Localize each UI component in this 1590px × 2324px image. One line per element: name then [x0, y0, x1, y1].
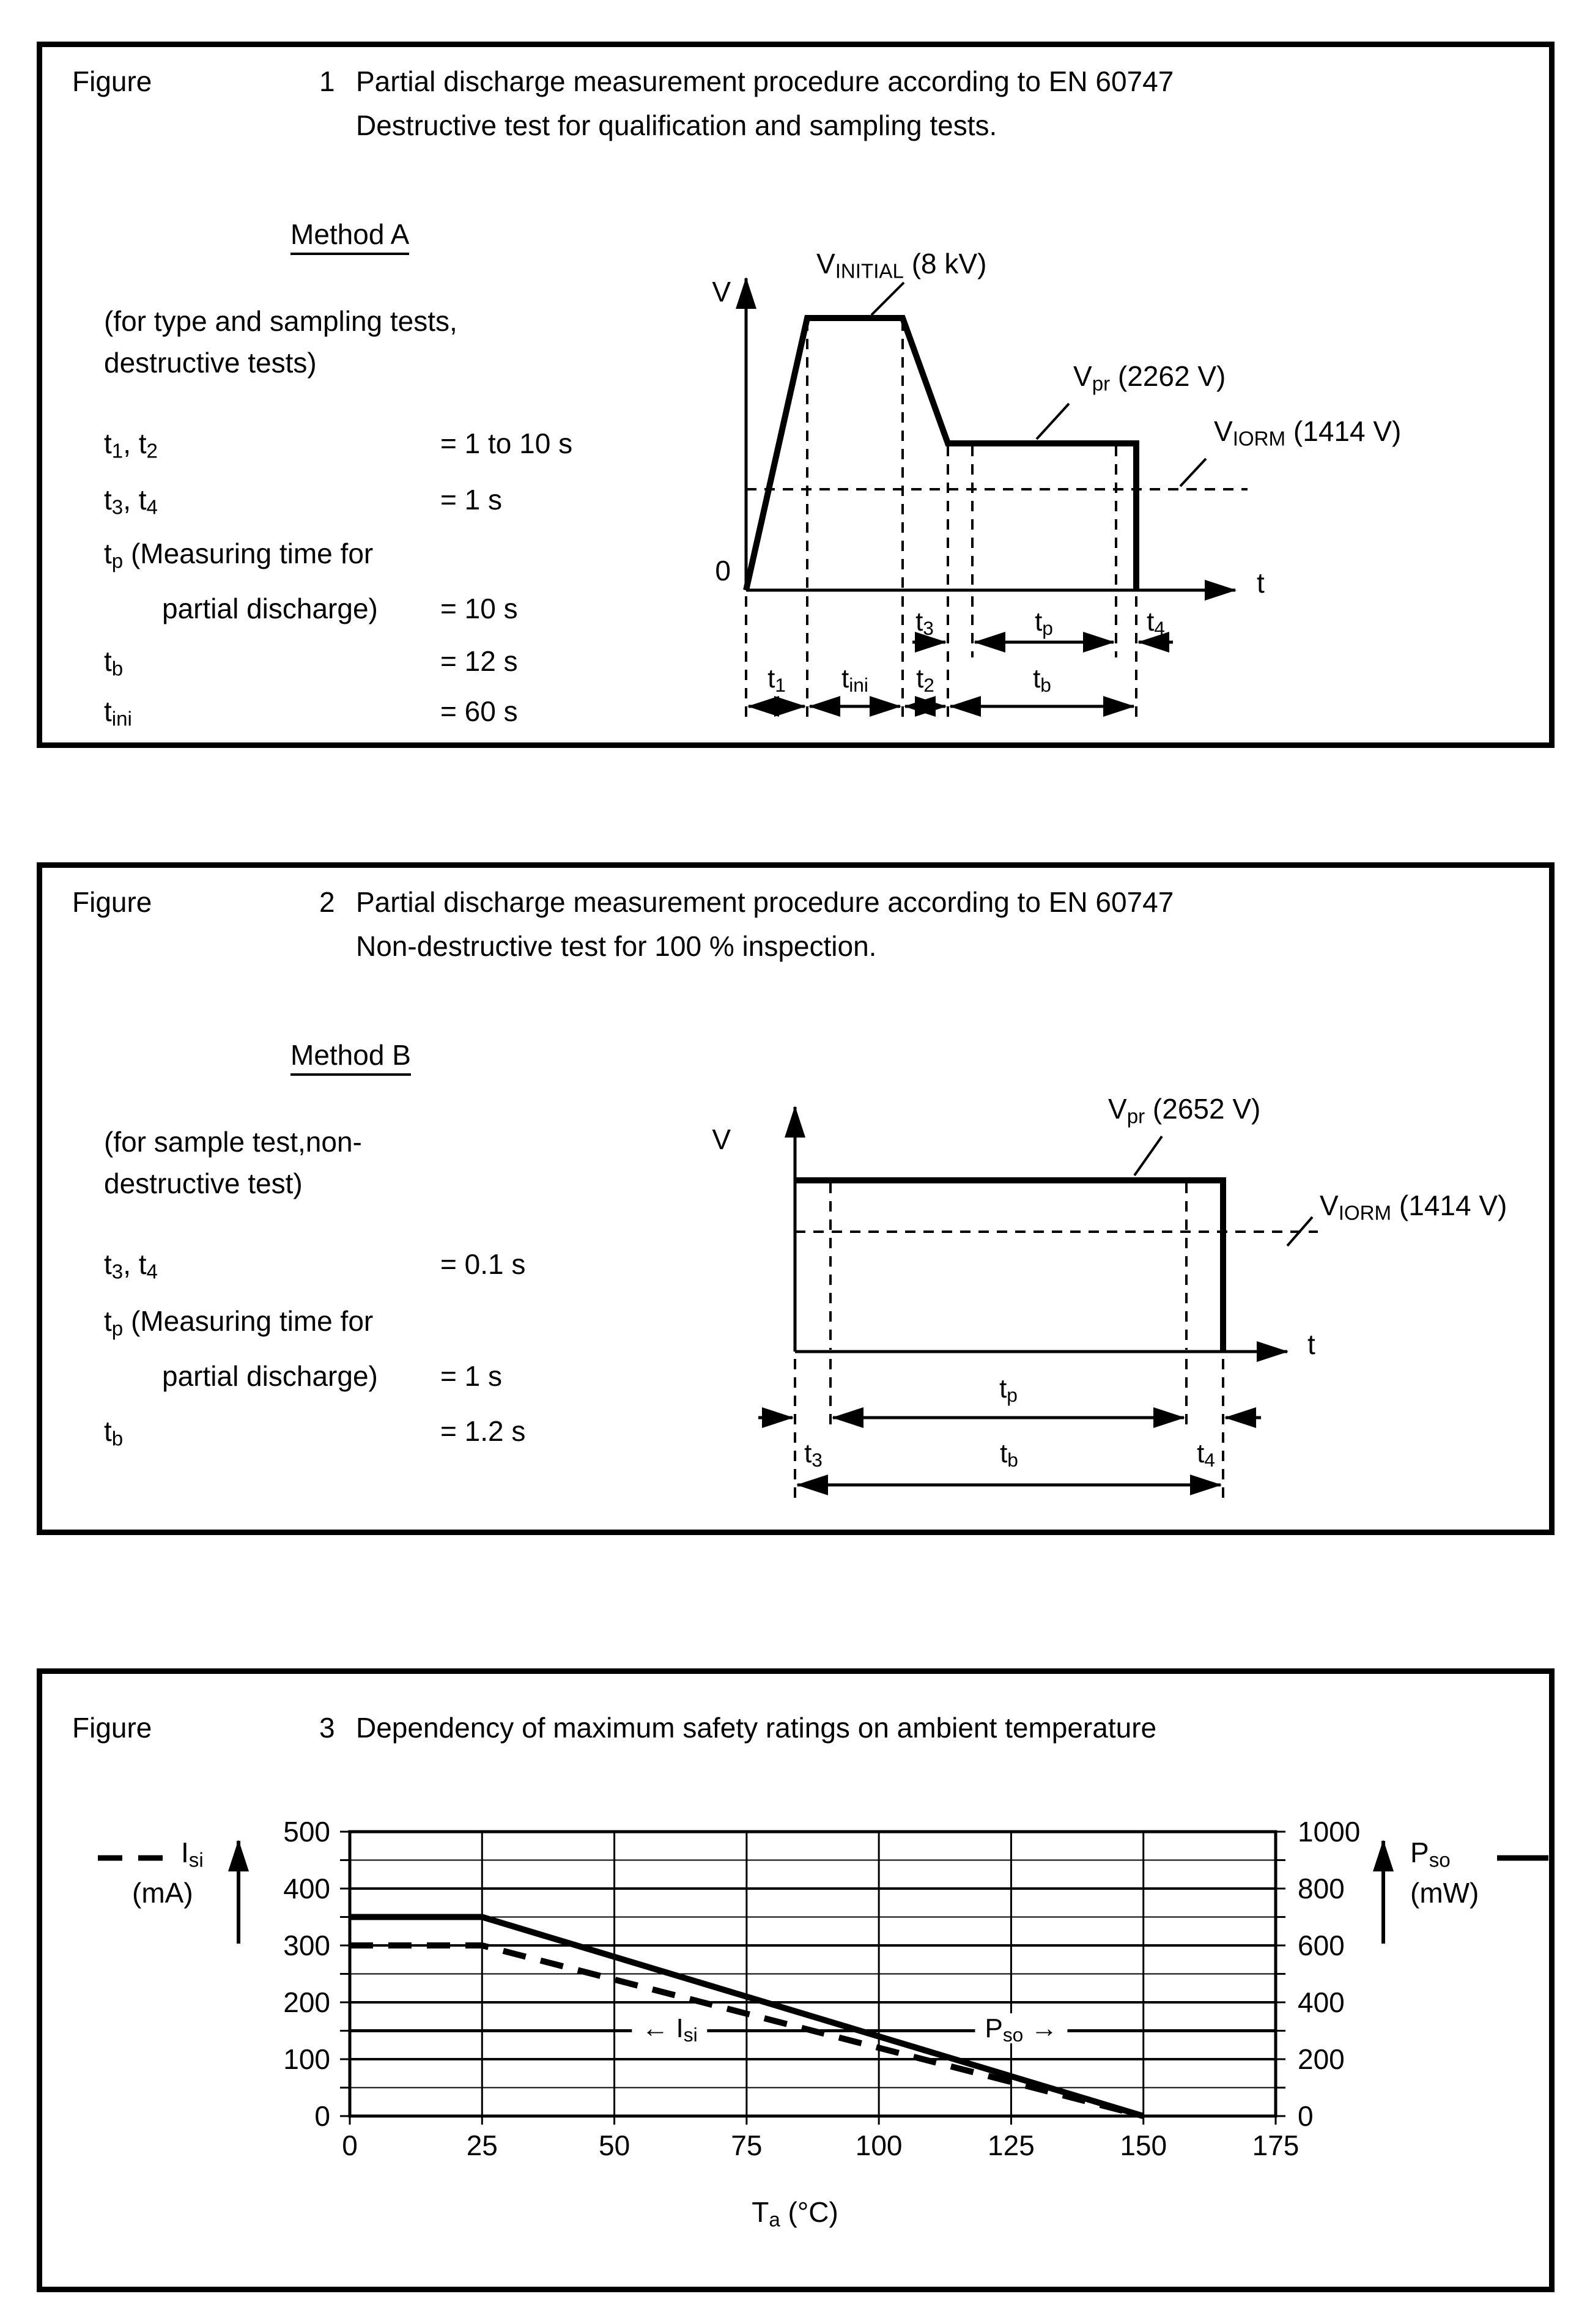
fig3-inchart-isi-label: ← $I_{si}$	[632, 2013, 707, 2043]
fig2-title-line1: Partial discharge measurement procedure according to EN 60747	[356, 886, 1174, 918]
fig2-param-label: partial discharge)	[162, 1360, 378, 1392]
fig3-x-axis-title: $T_a$ (°C)	[742, 2197, 848, 2229]
x-tick-label: 100	[855, 2130, 903, 2161]
figure1-box	[37, 42, 1555, 748]
fig1-dim-tb-label: $t_b$	[1033, 664, 1051, 696]
fig3-number: 3	[319, 1712, 335, 1744]
fig1-param-value: = 1 s	[440, 484, 503, 516]
fig2-param-label: $t_3$, $t_4$	[104, 1248, 158, 1284]
fig2-viorm-label: $V_{IORM}$ (1414 V)	[1320, 1190, 1507, 1225]
right-tick-label: 800	[1298, 1873, 1345, 1904]
fig1-origin-label: 0	[715, 555, 731, 587]
left-tick-label: 100	[283, 2043, 330, 2075]
fig2-label: Figure	[72, 886, 152, 918]
fig1-dim-tp-label: $t_p$	[1035, 607, 1053, 639]
fig1-note-line1: (for type and sampling tests,	[104, 305, 457, 337]
fig1-param-value: = 60 s	[440, 695, 518, 727]
fig1-vpr-label: $V_{pr}$ (2262 V)	[1073, 360, 1226, 396]
fig1-param-label: $t_1$, $t_2$	[104, 427, 158, 463]
fig2-param-value: = 1 s	[440, 1360, 503, 1392]
fig3-left-legend-unit: (mA)	[132, 1877, 193, 1909]
fig1-param-label: $t_{ini}$	[104, 695, 132, 731]
fig1-t-axis-label: t	[1257, 567, 1265, 599]
fig3-label: Figure	[72, 1712, 152, 1744]
left-tick-label: 500	[283, 1816, 330, 1848]
fig1-vinitial-label: $V_{INITIAL}$ (8 kV)	[816, 248, 987, 283]
fig2-param-value: = 0.1 s	[440, 1248, 526, 1280]
x-tick-label: 0	[342, 2130, 358, 2161]
fig1-viorm-label: $V_{IORM}$ (1414 V)	[1214, 415, 1402, 451]
fig1-v-axis-label: V	[712, 276, 731, 308]
fig1-dim-tini-label: $t_{ini}$	[841, 664, 868, 696]
x-tick-label: 50	[598, 2130, 630, 2161]
fig1-number: 1	[319, 65, 335, 97]
x-tick-label: 175	[1252, 2130, 1300, 2161]
fig1-dim-t2-label: $t_2$	[916, 664, 934, 696]
fig1-param-label: $t_3$, $t_4$	[104, 484, 158, 519]
left-tick-label: 400	[283, 1873, 330, 1904]
fig1-dim-t1-label: $t_1$	[767, 664, 786, 696]
fig3-right-legend-label: $P_{so}$	[1410, 1837, 1451, 1872]
x-tick-label: 25	[466, 2130, 498, 2161]
fig1-param-value: = 10 s	[440, 593, 518, 624]
fig2-dim-tp-label: $t_p$	[999, 1374, 1018, 1406]
fig3-inchart-pso-label: $P_{so}$ →	[975, 2013, 1067, 2043]
right-tick-label: 0	[1298, 2100, 1314, 2132]
fig1-param-value: = 1 to 10 s	[440, 427, 573, 459]
fig1-label: Figure	[72, 65, 152, 97]
fig1-param-label: $t_b$	[104, 645, 124, 681]
x-tick-label: 75	[731, 2130, 763, 2161]
fig1-param-label: partial discharge)	[162, 593, 378, 624]
fig1-note-line2: destructive tests)	[104, 347, 317, 379]
fig2-dim-tb-label: $t_b$	[1000, 1438, 1018, 1471]
left-tick-label: 200	[283, 1986, 330, 2018]
fig2-param-label: $t_b$	[104, 1415, 124, 1451]
left-tick-label: 0	[314, 2100, 330, 2132]
fig2-param-label: $t_p$ (Measuring time for	[104, 1305, 374, 1341]
fig2-param-value: = 1.2 s	[440, 1415, 526, 1447]
fig1-dim-t4-label: $t_4$	[1147, 607, 1165, 639]
fig2-vpr-label: $V_{pr}$ (2652 V)	[1108, 1093, 1261, 1128]
fig2-method-heading: Method B	[290, 1039, 411, 1076]
fig2-title-line2: Non-destructive test for 100 % inspection.	[356, 930, 877, 962]
fig2-t-axis-label: t	[1307, 1328, 1315, 1360]
fig1-title-line2: Destructive test for qualification and sampling tests.	[356, 109, 997, 141]
right-tick-label: 1000	[1298, 1816, 1361, 1848]
right-tick-label: 400	[1298, 1986, 1345, 2018]
fig3-title: Dependency of maximum safety ratings on ambient temperature	[356, 1712, 1157, 1744]
fig1-param-value: = 12 s	[440, 645, 518, 677]
fig2-number: 2	[319, 886, 335, 918]
fig2-dim-t3-label: $t_3$	[804, 1438, 823, 1471]
fig2-dim-t4-label: $t_4$	[1197, 1438, 1215, 1471]
fig1-title-line1: Partial discharge measurement procedure according to EN 60747	[356, 65, 1174, 97]
fig1-param-label: $t_p$ (Measuring time for	[104, 538, 374, 573]
x-tick-label: 125	[988, 2130, 1035, 2161]
fig3-left-legend-label: $I_{si}$	[181, 1837, 204, 1872]
fig2-v-axis-label: V	[712, 1123, 731, 1155]
x-tick-label: 150	[1120, 2130, 1167, 2161]
fig2-note-line1: (for sample test,non-	[104, 1126, 362, 1158]
fig1-dim-t3-label: $t_3$	[915, 607, 934, 639]
right-tick-label: 200	[1298, 2043, 1345, 2075]
right-tick-label: 600	[1298, 1930, 1345, 1961]
fig2-note-line2: destructive test)	[104, 1168, 303, 1199]
fig1-method-heading: Method A	[290, 218, 409, 255]
fig3-right-legend-unit: (mW)	[1410, 1877, 1479, 1909]
left-tick-label: 300	[283, 1930, 330, 1961]
